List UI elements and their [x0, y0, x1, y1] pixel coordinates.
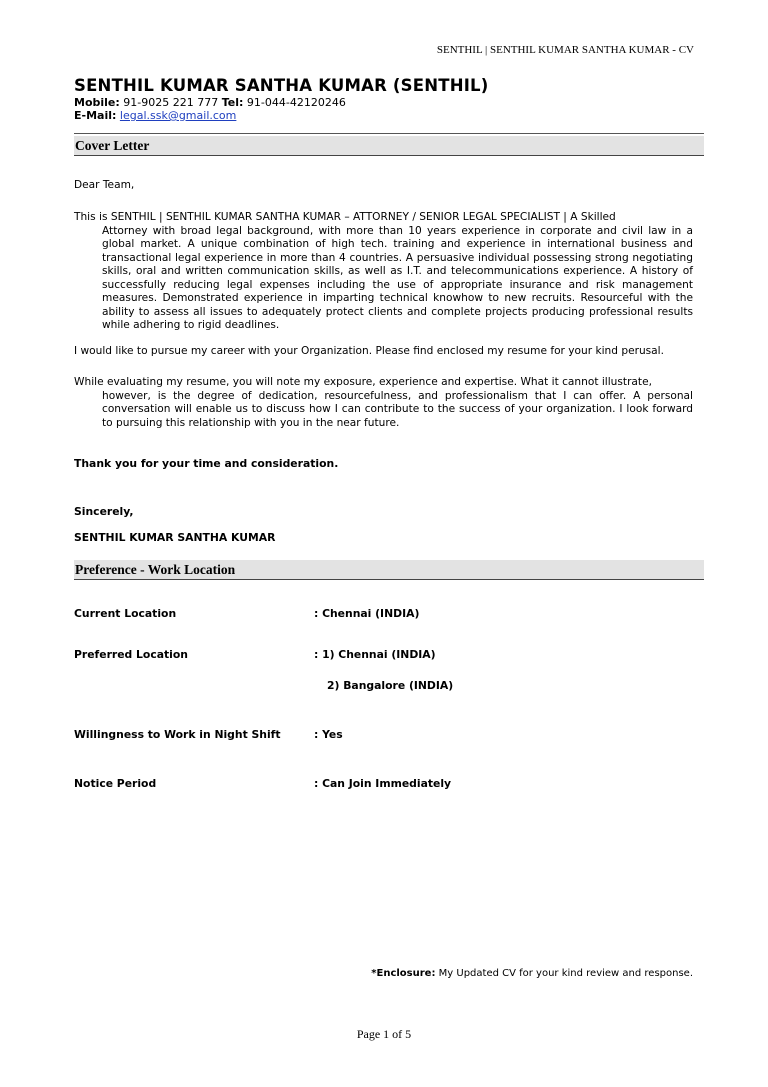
cover-letter-heading: Cover Letter	[74, 136, 704, 156]
enclosure-note	[371, 968, 693, 979]
intro-paragraph	[74, 211, 693, 333]
enclosure-text: My Updated CV for your kind review and response.	[438, 968, 693, 979]
tel-number: 91-044-42120246	[246, 96, 346, 109]
closing: Sincerely,	[74, 505, 134, 518]
pursue-paragraph: I would like to pursue my career with your Organization. Please find enclosed my resume for your kind perusal.	[74, 345, 664, 357]
current-location-value: : Chennai (INDIA)	[314, 607, 420, 620]
tel-label: Tel:	[221, 96, 244, 109]
current-location-label: Current Location	[74, 607, 177, 620]
signature-name: SENTHIL KUMAR SANTHA KUMAR	[74, 531, 276, 544]
notice-period-value: : Can Join Immediately	[314, 777, 452, 790]
intro-body: Attorney with broad legal background, with more than 10 years experience in corporate and civil law in a global market. A unique combination of high tech. training and experience in international business and transactional legal experience in more than 4 countries. A persuasive individual possessing strong negotiating skills, oral and written communication skills, as well as I.T. and telecommunications experience. A history of successfully reducing legal expenses including the use of appropriate insurance and risk management measures. Demonstrated experience in imparting technical knowhow to new recruits. Resourceful with the ability to assess all issues to adequately protect clients and complete projects producing professional results while adhering to rigid deadlines.	[102, 224, 693, 331]
preferred-location-label: Preferred Location	[74, 648, 188, 661]
page-number: Page 1 of 5	[356, 1027, 412, 1041]
preferred-location-value-2: 2) Bangalore (INDIA)	[327, 679, 454, 692]
thanks-line: Thank you for your time and consideration.	[74, 457, 339, 470]
notice-period-label: Notice Period	[74, 777, 157, 790]
enclosure-label: *Enclosure:	[371, 968, 436, 979]
mobile-number: 91-9025 221 777	[123, 96, 219, 109]
mobile-label: Mobile:	[74, 96, 120, 109]
preference-heading: Preference - Work Location	[74, 560, 704, 580]
preferred-location-value-1: : 1) Chennai (INDIA)	[314, 648, 436, 661]
email-label: E-Mail:	[74, 109, 117, 122]
evaluation-paragraph	[74, 376, 693, 430]
evaluation-first-line: While evaluating my resume, you will note my exposure, experience and expertise. What it cannot illustrate,	[74, 376, 652, 388]
running-header: SENTHIL | SENTHIL KUMAR SANTHA KUMAR - CV	[436, 44, 694, 56]
salutation: Dear Team,	[74, 179, 135, 191]
candidate-name: SENTHIL KUMAR SANTHA KUMAR (SENTHIL)	[74, 76, 489, 95]
night-shift-value: : Yes	[314, 728, 343, 741]
email-link[interactable]: legal.ssk@gmail.com	[119, 109, 237, 122]
intro-first-line: This is SENTHIL | SENTHIL KUMAR SANTHA KUMAR – ATTORNEY / SENIOR LEGAL SPECIALIST | A Skilled	[74, 211, 616, 223]
night-shift-label: Willingness to Work in Night Shift	[74, 728, 281, 741]
email-line	[74, 109, 236, 122]
phone-line	[74, 96, 346, 109]
evaluation-body: however, is the degree of dedication, resourcefulness, and professionalism that I can offer. A personal conversation will enable us to discuss how I can contribute to the success of your organization. I look forward to pursuing this relationship with you in the near future.	[102, 389, 693, 429]
